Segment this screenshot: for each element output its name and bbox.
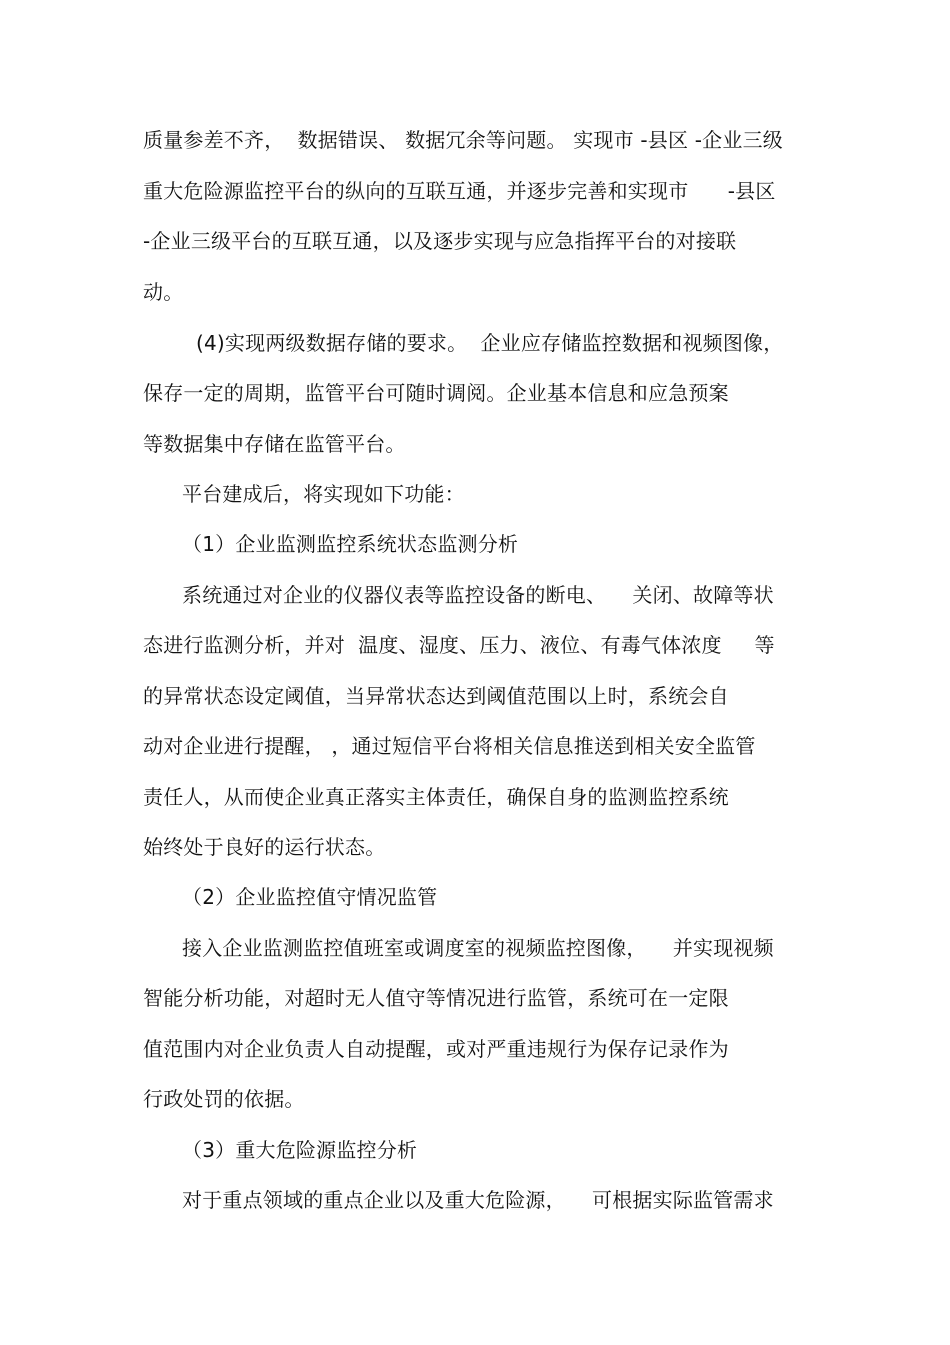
paragraph-line: (4)实现两级数据存储的要求。 企业应存储监控数据和视频图像， xyxy=(196,331,784,355)
section-heading: （1）企业监测监控系统状态监测分析 xyxy=(182,532,519,556)
paragraph-line: 系统通过对企业的仪器仪表等监控设备的断电、 关闭、故障等状 xyxy=(182,583,774,607)
paragraph-line: 质量参差不齐， 数据错误、 数据冗余等问题。 实现市 -县区 -企业三级 xyxy=(143,128,783,152)
paragraph-line: 平台建成后，将实现如下功能： xyxy=(182,482,465,506)
paragraph-line: 等数据集中存储在监管平台。 xyxy=(143,432,406,456)
paragraph-line: 保存一定的周期，监管平台可随时调阅。企业基本信息和应急预案 xyxy=(143,381,729,405)
section-heading: （3）重大危险源监控分析 xyxy=(182,1138,418,1162)
paragraph-line: 重大危险源监控平台的纵向的互联互通，并逐步完善和实现市 -县区 xyxy=(143,179,776,203)
paragraph-line: 对于重点领域的重点企业以及重大危险源， 可根据实际监管需求 xyxy=(182,1188,774,1212)
paragraph-line: 责任人，从而使企业真正落实主体责任，确保自身的监测监控系统 xyxy=(143,785,729,809)
paragraph-line: 接入企业监测监控值班室或调度室的视频监控图像， 并实现视频 xyxy=(182,936,774,960)
paragraph-line: 态进行监测分析，并对 温度、湿度、压力、液位、有毒气体浓度 等 xyxy=(143,633,775,657)
section-heading: （2）企业监控值守情况监管 xyxy=(182,885,438,909)
paragraph-line: 始终处于良好的运行状态。 xyxy=(143,835,386,859)
paragraph-line: -企业三级平台的互联互通，以及逐步实现与应急指挥平台的对接联 xyxy=(143,229,737,253)
paragraph-line: 的异常状态设定阈值，当异常状态达到阈值范围以上时，系统会自 xyxy=(143,684,729,708)
paragraph-line: 智能分析功能，对超时无人值守等情况进行监管，系统可在一定限 xyxy=(143,986,729,1010)
paragraph-line: 动。 xyxy=(143,280,184,304)
paragraph-line: 行政处罚的依据。 xyxy=(143,1087,305,1111)
paragraph-line: 动对企业进行提醒， ，通过短信平台将相关信息推送到相关安全监管 xyxy=(143,734,756,758)
paragraph-line: 值范围内对企业负责人自动提醒，或对严重违规行为保存记录作为 xyxy=(143,1037,729,1061)
